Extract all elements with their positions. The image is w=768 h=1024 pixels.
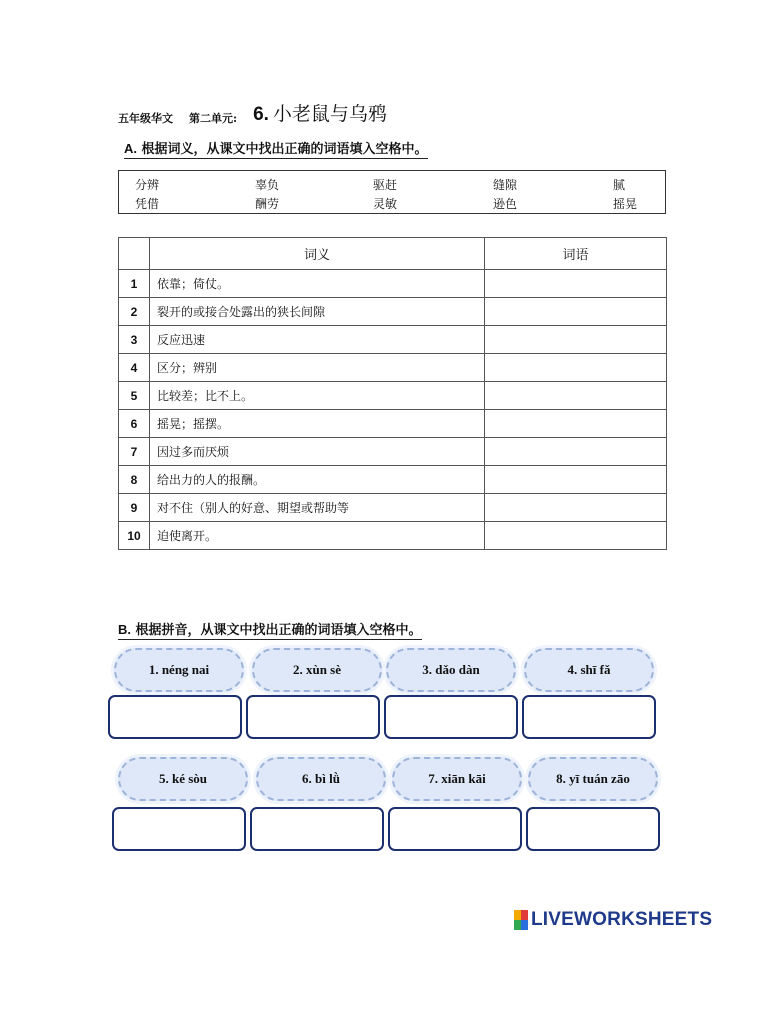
pinyin-cloud: 5. ké sòu — [118, 757, 248, 801]
row-number: 10 — [119, 522, 150, 550]
answer-box[interactable] — [388, 807, 522, 851]
liveworksheets-logo — [514, 909, 712, 931]
word-bank-item: 摇晃 — [613, 197, 638, 211]
word-bank-item: 缝隙 — [493, 178, 518, 192]
word-bank-item: 酬劳 — [255, 197, 280, 211]
answer-cell[interactable] — [485, 298, 667, 326]
table-header-meaning: 词义 — [150, 238, 485, 270]
row-definition: 给出力的人的报酬。 — [150, 466, 485, 494]
row-definition: 因过多而厌烦 — [150, 438, 485, 466]
pinyin-cloud: 6. bì lǜ — [256, 757, 386, 801]
liveworksheets-logo-icon — [514, 910, 528, 930]
row-definition: 对不住（别人的好意、期望或帮助等 — [150, 494, 485, 522]
answer-box[interactable] — [246, 695, 380, 739]
row-number: 8 — [119, 466, 150, 494]
section-a-text: 根据词义，从课文中找出正确的词语填入空格中。 — [141, 142, 428, 157]
row-definition: 摇晃；摇摆。 — [150, 410, 485, 438]
row-number: 9 — [119, 494, 150, 522]
table-row — [119, 522, 667, 550]
word-bank-item: 凭借 — [135, 197, 160, 211]
answer-cell[interactable] — [485, 270, 667, 298]
table-row — [119, 466, 667, 494]
section-b-text: 根据拼音，从课文中找出正确的词语填入空格中。 — [135, 623, 422, 638]
table-row — [119, 410, 667, 438]
section-a-letter: A. — [124, 141, 137, 156]
brand-name: LIVEWORKSHEETS — [531, 909, 713, 930]
answer-cell[interactable] — [485, 494, 667, 522]
table-header-word: 词语 — [485, 238, 667, 270]
pinyin-cloud: 4. shī fǎ — [524, 648, 654, 692]
answer-cell[interactable] — [485, 438, 667, 466]
grade-label: 五年级华文 — [118, 112, 173, 125]
lesson-number: 6. — [253, 104, 269, 125]
pinyin-cloud: 7. xiān kāi — [392, 757, 522, 801]
table-row — [119, 354, 667, 382]
pinyin-cloud: 8. yī tuán zāo — [528, 757, 658, 801]
answer-cell[interactable] — [485, 382, 667, 410]
row-definition: 裂开的或接合处露出的狭长间隙 — [150, 298, 485, 326]
word-bank-item: 腻 — [613, 178, 626, 192]
word-bank-item: 分辨 — [135, 178, 160, 192]
answer-box[interactable] — [108, 695, 242, 739]
lesson-title — [253, 99, 387, 126]
word-bank-item: 逊色 — [493, 197, 518, 211]
word-bank-item: 辜负 — [255, 178, 280, 192]
table-row — [119, 438, 667, 466]
table-row — [119, 270, 667, 298]
word-bank — [118, 170, 666, 214]
pinyin-cloud: 2. xùn sè — [252, 648, 382, 692]
row-number: 1 — [119, 270, 150, 298]
answer-cell[interactable] — [485, 466, 667, 494]
answer-box[interactable] — [526, 807, 660, 851]
pinyin-cloud: 1. néng nai — [114, 648, 244, 692]
table-header-row — [119, 238, 667, 270]
section-b-instruction — [118, 619, 422, 640]
row-number: 7 — [119, 438, 150, 466]
table-row — [119, 494, 667, 522]
word-bank-item: 灵敏 — [373, 197, 398, 211]
table-row — [119, 326, 667, 354]
answer-box[interactable] — [250, 807, 384, 851]
row-definition: 区分；辨别 — [150, 354, 485, 382]
row-definition: 反应迅速 — [150, 326, 485, 354]
lesson-title-text: 小老鼠与乌鸦 — [272, 103, 387, 125]
table-header-num — [119, 238, 150, 270]
answer-cell[interactable] — [485, 522, 667, 550]
table-row — [119, 382, 667, 410]
answer-cell[interactable] — [485, 410, 667, 438]
row-definition: 迫使离开。 — [150, 522, 485, 550]
row-definition: 依靠；倚仗。 — [150, 270, 485, 298]
row-number: 2 — [119, 298, 150, 326]
row-definition: 比较差；比不上。 — [150, 382, 485, 410]
section-b-letter: B. — [118, 622, 131, 637]
row-number: 3 — [119, 326, 150, 354]
row-number: 4 — [119, 354, 150, 382]
table-row — [119, 298, 667, 326]
answer-box[interactable] — [384, 695, 518, 739]
answer-cell[interactable] — [485, 326, 667, 354]
row-number: 6 — [119, 410, 150, 438]
unit-label: 第二单元: — [189, 112, 238, 125]
row-number: 5 — [119, 382, 150, 410]
pinyin-cloud: 3. dǎo dàn — [386, 648, 516, 692]
answer-cell[interactable] — [485, 354, 667, 382]
section-a-instruction — [124, 138, 428, 159]
word-bank-item: 驱赶 — [373, 178, 398, 192]
answer-box[interactable] — [112, 807, 246, 851]
vocabulary-table — [118, 237, 667, 550]
worksheet-header — [118, 100, 387, 126]
answer-box[interactable] — [522, 695, 656, 739]
